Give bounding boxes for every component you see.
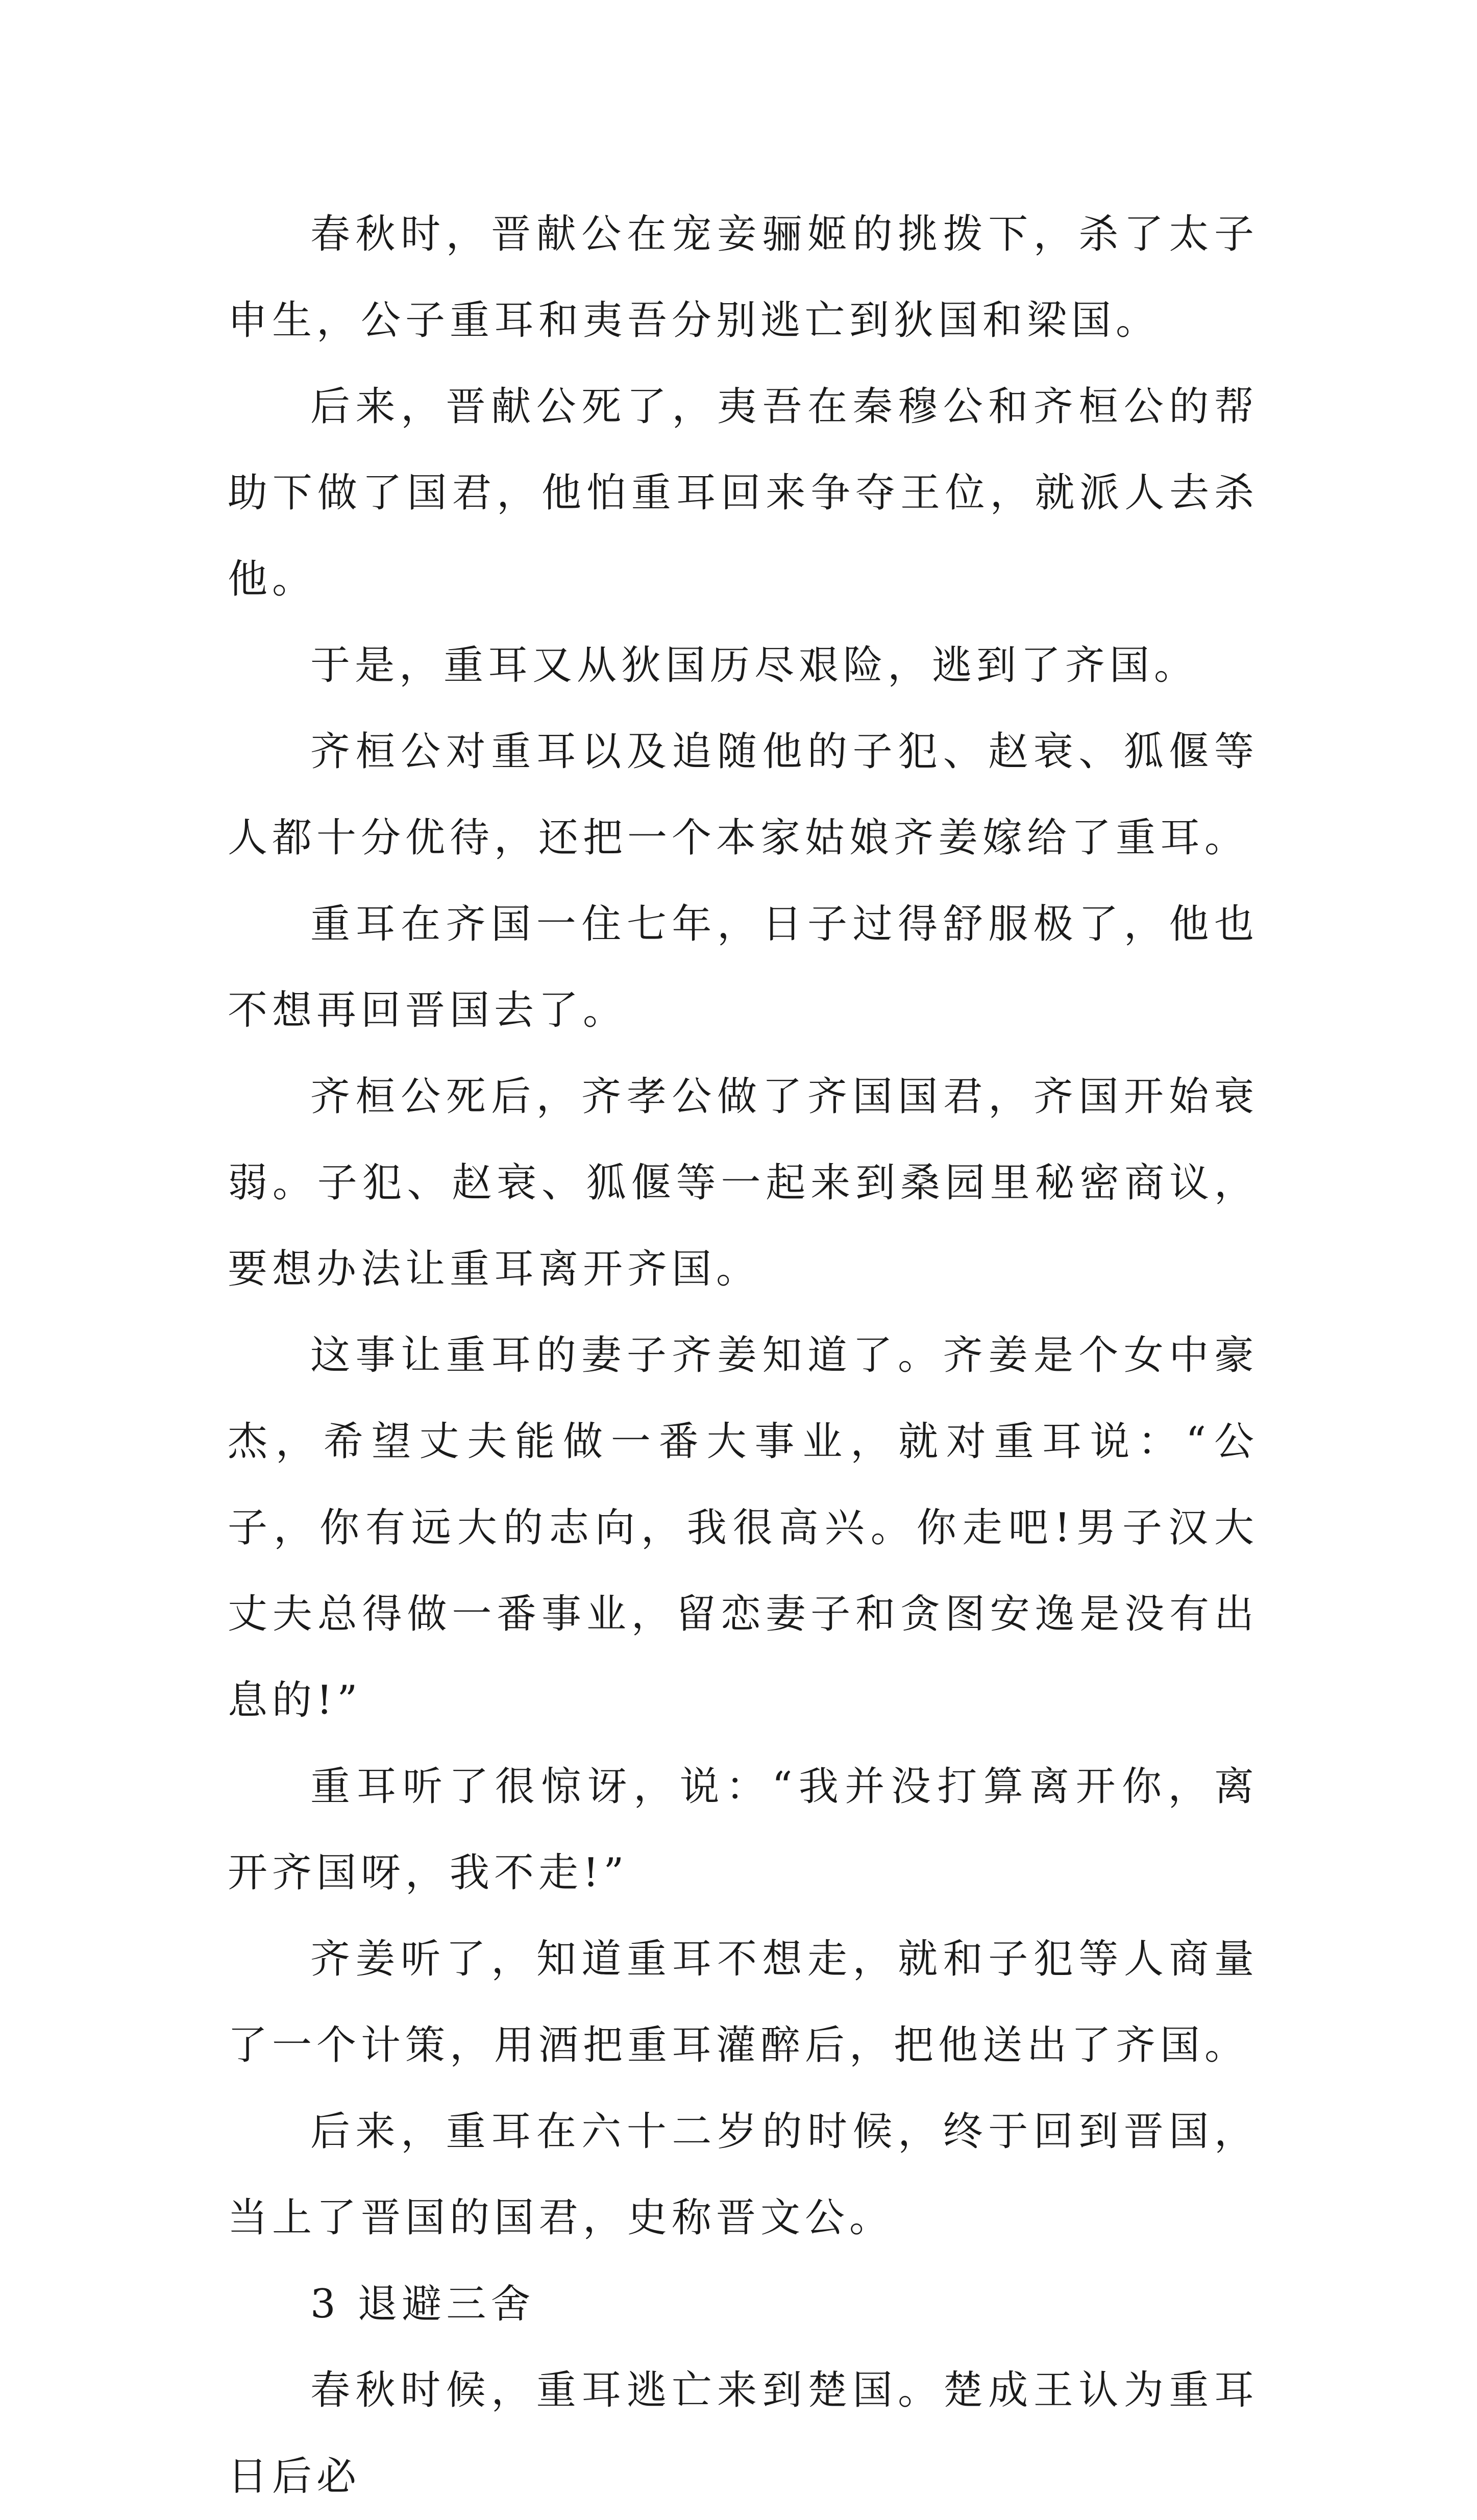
- section-heading: 3 退避三舍: [310, 2281, 535, 2327]
- paragraph-5: 重耳在齐国一住七年，日子过得舒服极了，他也不想再回晋国去了。: [228, 901, 1259, 1033]
- paragraph-1: 春秋时，晋献公在宠妾骊姬的挑拨下，杀了太子申生，公子重耳和夷吾分别逃亡到狄国和梁国。: [228, 211, 1259, 343]
- paragraph-11: 春秋时候，重耳逃亡来到楚国。楚成王认为重耳日后必: [228, 2367, 1259, 2500]
- paragraph-10: 后来，重耳在六十二岁的时候，终于回到晋国，当上了晋国的国君，史称晋文公。: [228, 2109, 1259, 2241]
- paragraph-9: 齐姜听了，知道重耳不想走，就和子犯等人商量了一个计策，用酒把重耳灌醉后，把他送出了齐国。: [228, 1936, 1259, 2068]
- paragraph-3: 于是，重耳又从狄国历尽艰险，逃到了齐国。: [310, 643, 1199, 688]
- document-page: [228, 191, 1259, 2520]
- paragraph-2: 后来，晋献公死了，夷吾在秦穆公和齐桓公的帮助下做了国君，他怕重耳回来争夺王位，就派人去杀他。: [228, 384, 1259, 602]
- paragraph-6: 齐桓公死后，齐孝公做了齐国国君，齐国开始衰弱。子犯、赵衰、狐偃等一起来到桑园里秘密商议，要想办法让重耳离开齐国。: [228, 1074, 1259, 1292]
- paragraph-4: 齐桓公对重耳以及追随他的子犯、赵衰、狐偃等人都十分优待，还把一个本家姑娘齐姜嫁给了重耳。: [228, 729, 1259, 861]
- paragraph-7: 这事让重耳的妻子齐姜知道了。齐姜是个女中豪杰，希望丈夫能做一番大事业，就对重耳说：“公子，你有远大的志向，我很高兴。你走吧!男子汉大丈夫总得做一番事业，留恋妻子和贪图安逸是没有出息的!”: [228, 1332, 1259, 1723]
- paragraph-8: 重耳听了很惊讶，说：“我并没打算离开你，离开齐国呀，我不走!”: [228, 1764, 1259, 1896]
